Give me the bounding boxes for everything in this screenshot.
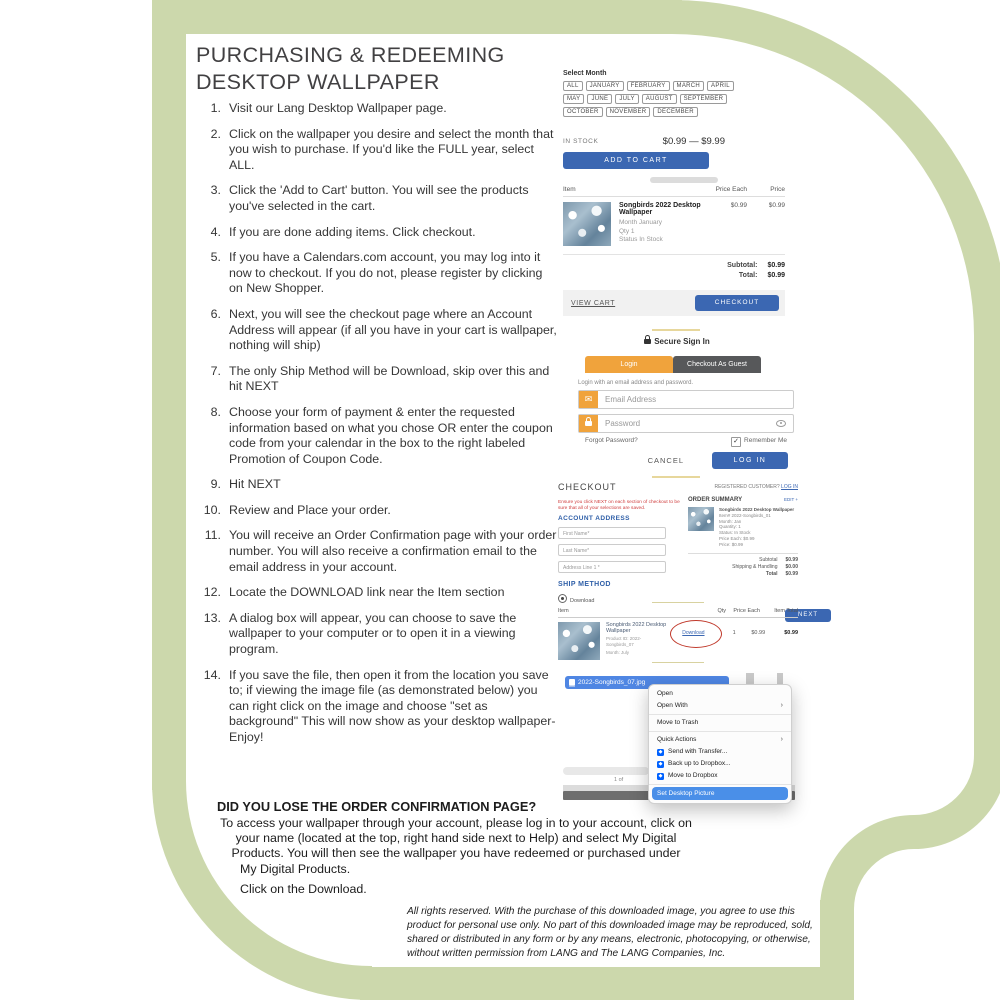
dropbox-icon: ◆ xyxy=(658,772,663,779)
step-text: If you have a Calendars.com account, you may log into it now to checkout. If you do not, please register by clicking on New Shopper. xyxy=(229,250,543,296)
step-1 xyxy=(197,101,559,117)
cart-totals xyxy=(563,255,785,281)
cart-action-bar xyxy=(563,290,785,316)
copyright-line-1: All rights reserved. With the purchase of this downloaded image, you agree to use this xyxy=(407,906,795,917)
cart-item-info xyxy=(619,202,701,246)
secure-sign-in-label: Secure Sign In xyxy=(654,337,710,346)
menu-item-move-to-trash[interactable] xyxy=(649,717,791,729)
window-decoration xyxy=(777,673,783,684)
lost-confirmation-heading: DID YOU LOSE THE ORDER CONFIRMATION PAGE? xyxy=(217,799,537,814)
green-border-bottom xyxy=(360,967,854,1000)
view-cart-link[interactable]: VIEW CART xyxy=(571,299,616,307)
lost-line-1: To access your wallpaper through your account, please log in to your account, click on xyxy=(220,816,692,830)
forgot-remember-row xyxy=(585,437,787,447)
month-button-january[interactable]: JANUARY xyxy=(586,81,624,91)
step-text: Click the 'Add to Cart' button. You will see the products you've selected in the cart. xyxy=(229,183,529,213)
order-item-row xyxy=(558,622,798,660)
summary-item-name: Songbirds 2022 Desktop Wallpaper xyxy=(719,507,795,512)
lost-line-3: Products. You will then see the wallpaper you have redeemed or purchased under xyxy=(231,846,681,861)
month-row-3 xyxy=(563,107,713,117)
dropbox-icon: ◆ xyxy=(658,748,663,755)
step-number: 8. xyxy=(210,404,221,419)
lock-glyph xyxy=(585,421,592,426)
summary-price: Price: $0.99 xyxy=(719,541,744,547)
cart-table xyxy=(563,186,785,281)
cart-row xyxy=(563,197,785,255)
cancel-login-row xyxy=(578,452,788,469)
order-summary-title: ORDER SUMMARY xyxy=(688,497,743,503)
show-password-eye-icon[interactable] xyxy=(776,420,786,427)
summary-item-number: Item# 2022-Songbirds_01 xyxy=(719,512,771,518)
step-text: Next, you will see the checkout page where an Account Address will appear (if all you have in your cart is wallpaper, nothing will ship) xyxy=(229,306,557,353)
step-number: 11. xyxy=(204,528,221,543)
step-text: Locate the DOWNLOAD link near the Item section xyxy=(229,585,505,600)
first-name-field[interactable]: First Name* xyxy=(558,527,666,539)
cart-item-month: Month January xyxy=(619,219,662,226)
step-text: You will receive an Order Confirmation page with your order number. You will also receive a confirmation email to the email address in your account. xyxy=(229,528,557,574)
cart-item-name: Songbirds 2022 Desktop Wallpaper xyxy=(619,202,701,216)
step-10 xyxy=(197,503,559,519)
password-placeholder: Password xyxy=(605,419,641,428)
instruction-steps xyxy=(197,101,559,756)
envelope-icon: ✉ xyxy=(579,391,598,408)
menu-item-label: Open xyxy=(657,690,673,697)
summary-subtotal-value: $0.99 xyxy=(785,556,798,563)
order-item-product-id: Product ID: 2022-Songbirds_07 xyxy=(606,636,642,647)
total-value: $0.99 xyxy=(767,272,785,279)
menu-item-label: Move to Trash xyxy=(657,719,699,726)
copyright-line-2: product for personal use only. No part of this downloaded image may be reproduced, sold, xyxy=(407,919,813,931)
cart-header xyxy=(563,186,785,197)
subtotal-label: Subtotal: xyxy=(727,262,758,269)
cart-item-status: Status In Stock xyxy=(619,236,663,243)
step-3 xyxy=(197,183,559,214)
step-number: 6. xyxy=(210,306,221,321)
order-item-total: $0.99 xyxy=(784,630,798,636)
edit-link[interactable]: EDIT + xyxy=(783,497,798,502)
submenu-arrow-icon: › xyxy=(780,736,783,743)
lock-icon xyxy=(579,415,598,432)
download-radio-label: Download xyxy=(570,598,595,604)
order-col-qty: Qty xyxy=(717,608,726,614)
dropbox-icon: ◆ xyxy=(658,760,663,767)
order-summary-details xyxy=(719,507,794,548)
month-button-february[interactable]: FEBRUARY xyxy=(627,81,670,91)
cart-col-item: Item xyxy=(563,186,576,193)
login-hint: Login with an email address and password. xyxy=(578,380,694,386)
address-line-field[interactable]: Address Line 1 * xyxy=(558,561,666,573)
step-number: 3. xyxy=(210,183,221,198)
step-number: 10. xyxy=(203,502,221,517)
green-border-top xyxy=(152,0,682,34)
remember-me[interactable] xyxy=(731,437,787,447)
step-text: Visit our Lang Desktop Wallpaper page. xyxy=(229,101,447,115)
month-selector xyxy=(563,70,730,120)
password-field[interactable] xyxy=(578,414,794,433)
window-scroll-track xyxy=(563,767,649,775)
cart-item-price-each: $0.99 xyxy=(730,202,747,209)
tab-checkout-as-guest[interactable]: Checkout As Guest xyxy=(673,356,761,373)
cart-total-labels xyxy=(727,261,757,281)
green-border-top-right-curve xyxy=(652,0,1000,340)
month-button-october[interactable]: OCTOBER xyxy=(563,107,603,117)
step-text: Hit NEXT xyxy=(229,477,281,492)
step-number: 12. xyxy=(203,585,221,600)
step-number: 14. xyxy=(203,667,221,682)
menu-item-quick-actions[interactable] xyxy=(649,734,791,746)
ship-method-heading: SHIP METHOD xyxy=(558,581,611,588)
step-text: Click on the wallpaper you desire and select the month that you wish to purchase. If you'd like the FULL year, select ALL. xyxy=(229,126,554,172)
month-button-march[interactable]: MARCH xyxy=(673,81,705,91)
lost-line-2: your name (located at the top, right hand side next to Help) and select My Digital xyxy=(235,831,677,846)
lost-confirmation-section xyxy=(195,799,717,896)
green-border-right xyxy=(974,330,1000,760)
lost-line-4: My Digital Products. xyxy=(240,861,351,876)
menu-item-open-with[interactable] xyxy=(649,700,791,712)
download-link[interactable]: Download xyxy=(682,630,705,636)
month-button-november[interactable]: NOVEMBER xyxy=(606,107,651,117)
order-col-item-total: Item Total xyxy=(774,608,798,614)
step-number: 1. xyxy=(210,101,221,115)
step-12 xyxy=(197,585,559,601)
step-2 xyxy=(197,127,559,174)
checkout-button[interactable]: CHECKOUT xyxy=(695,295,779,311)
page-indicator: 1 of xyxy=(614,777,624,783)
stock-price-row xyxy=(563,136,725,147)
cart-col-price-each: Price Each xyxy=(715,186,747,193)
step-5 xyxy=(197,250,559,297)
file-icon xyxy=(569,679,575,687)
cart-item-qty: Qty 1 xyxy=(619,227,635,235)
order-item-month: Month: July xyxy=(606,649,630,655)
context-menu xyxy=(648,684,792,804)
step-text: If you are done adding items. Click checkout. xyxy=(229,224,476,239)
menu-item-move-to-dropbox[interactable] xyxy=(649,770,791,782)
subtotal-value: $0.99 xyxy=(767,262,785,269)
order-item-price-each: $0.99 xyxy=(751,630,766,636)
green-border-right-curve-upper xyxy=(914,755,1000,849)
last-name-field[interactable]: Last Name* xyxy=(558,544,666,556)
divider-pill xyxy=(650,177,718,183)
step-number: 5. xyxy=(210,250,221,265)
order-item-name: Songbirds 2022 Desktop Wallpaper xyxy=(606,622,667,634)
order-summary-totals xyxy=(688,557,798,578)
summary-total-label: Total xyxy=(765,570,778,577)
section-divider xyxy=(652,329,700,331)
step-4 xyxy=(197,225,559,241)
menu-separator xyxy=(649,731,791,732)
menu-item-label: Open With xyxy=(657,702,688,709)
total-label: Total: xyxy=(738,272,758,279)
copyright-notice xyxy=(407,905,825,961)
submenu-arrow-icon: › xyxy=(780,702,783,709)
step-text: The only Ship Method will be Download, skip over this and hit NEXT xyxy=(229,363,550,394)
next-button[interactable]: NEXT xyxy=(785,609,831,622)
select-month-label: Select Month xyxy=(563,70,607,77)
section-divider xyxy=(652,602,704,603)
product-thumbnail xyxy=(563,202,611,246)
step-13 xyxy=(197,611,559,658)
menu-separator xyxy=(649,784,791,785)
secure-sign-in-heading xyxy=(563,337,791,346)
step-number: 13. xyxy=(203,610,221,625)
step-6 xyxy=(197,307,559,354)
email-field[interactable] xyxy=(578,390,794,409)
in-stock-label: IN STOCK xyxy=(563,138,599,145)
order-item-qty: 1 xyxy=(732,630,736,636)
summary-month: Month: Jan xyxy=(719,518,742,524)
remember-me-label: Remember Me xyxy=(744,437,787,444)
month-button-june[interactable]: JUNE xyxy=(587,94,612,104)
file-name: 2022-Songbirds_07.jpg xyxy=(578,679,646,686)
step-number: 4. xyxy=(210,224,221,239)
download-link-area xyxy=(668,622,716,660)
checkout-title: CHECKOUT xyxy=(558,482,617,492)
step-number: 9. xyxy=(210,477,221,492)
price-range: $0.99 — $9.99 xyxy=(662,136,725,147)
add-to-cart-button[interactable]: ADD TO CART xyxy=(563,152,709,169)
step-text: A dialog box will appear, you can choose to save the wallpaper to your computer or to open it in a viewing program. xyxy=(229,610,517,657)
page-title-line2: DESKTOP WALLPAPER xyxy=(196,70,440,94)
summary-price-each: Price Each: $0.99 xyxy=(719,535,755,541)
page-title xyxy=(196,42,505,96)
month-button-december[interactable]: DECEMBER xyxy=(653,107,697,117)
order-items-header xyxy=(558,608,798,618)
step-14 xyxy=(197,668,559,746)
checkout-log-in-link[interactable]: LOG IN xyxy=(781,484,798,490)
cart-total-values xyxy=(767,261,785,281)
step-text: Choose your form of payment & enter the requested information based on what you chose OR enter the coupon code from your calendar in the box to the right labeled Promotion of Coupon Code. xyxy=(229,404,553,466)
summary-subtotal-label: Subtotal xyxy=(759,556,778,563)
month-button-april[interactable]: APRIL xyxy=(707,81,734,91)
log-in-button[interactable]: LOG IN xyxy=(712,452,788,469)
month-button-july[interactable]: JULY xyxy=(615,94,638,104)
registered-customer xyxy=(714,484,798,490)
product-thumbnail xyxy=(558,622,600,660)
menu-item-label: Quick Actions xyxy=(657,736,697,743)
sign-in-tabs xyxy=(585,356,761,373)
tab-login[interactable]: Login xyxy=(585,356,673,373)
menu-item-back-up-to-dropbox[interactable] xyxy=(649,758,791,770)
summary-quantity: Quantity: 1 xyxy=(719,524,741,530)
order-col-item: Item xyxy=(558,608,569,614)
email-placeholder: Email Address xyxy=(605,395,657,404)
menu-item-open[interactable] xyxy=(649,688,791,700)
month-button-may[interactable]: MAY xyxy=(563,94,584,104)
summary-shipping-label: Shipping & Handling xyxy=(732,563,778,570)
summary-shipping-value: $0.00 xyxy=(785,563,798,570)
step-text: If you save the file, then open it from the location you save to; if viewing the image file (as demonstrated below) you can right click on the image and choose "set as background" This will now show as your desktop wallpaper- Enjoy! xyxy=(229,667,556,744)
month-button-september[interactable]: SEPTEMBER xyxy=(680,94,728,104)
menu-item-label: Send with Transfer... xyxy=(668,748,728,755)
step-text: Review and Place your order. xyxy=(229,502,391,517)
menu-item-label: Set Desktop Picture xyxy=(657,789,715,797)
registered-customer-label: REGISTERED CUSTOMER? xyxy=(714,484,780,490)
cart-item-price: $0.99 xyxy=(768,202,785,209)
step-8 xyxy=(197,405,559,467)
copyright-line-4: without written permission from LANG and The LANG Companies, Inc. xyxy=(407,947,726,959)
menu-item-send-with-transfer[interactable] xyxy=(649,746,791,758)
month-row-1 xyxy=(563,81,730,91)
account-address-heading: ACCOUNT ADDRESS xyxy=(558,515,630,522)
green-border-left xyxy=(152,0,186,790)
order-summary-header xyxy=(688,497,798,503)
product-thumbnail xyxy=(688,507,714,531)
step-7 xyxy=(197,364,559,395)
cart-col-price: Price xyxy=(770,186,785,193)
cancel-button[interactable]: CANCEL xyxy=(647,456,684,465)
step-11 xyxy=(197,528,559,575)
window-decoration xyxy=(746,673,754,684)
menu-separator xyxy=(649,714,791,715)
green-border-right-curve-lower xyxy=(820,815,914,909)
month-row-2 xyxy=(563,94,724,104)
month-button-all[interactable]: ALL xyxy=(563,81,583,91)
summary-total-value: $0.99 xyxy=(785,570,798,577)
step-number: 7. xyxy=(210,363,221,378)
copyright-line-3: shared or distributed in any form or by any means, electronic, photocopying, or otherwise, xyxy=(407,933,811,945)
menu-item-label: Back up to Dropbox... xyxy=(668,760,731,767)
order-item-info xyxy=(606,622,668,660)
page-title-line1: PURCHASING & REDEEMING xyxy=(196,43,505,67)
summary-status: Status: In Stock xyxy=(719,530,751,536)
click-download-note: Click on the Download. xyxy=(240,881,367,896)
step-9 xyxy=(197,477,559,493)
remember-me-checkbox[interactable]: ✓ xyxy=(731,437,741,447)
step-number: 2. xyxy=(210,126,221,141)
checkout-warning: Ensure you click NEXT on each section of checkout to be sure that all of your selections are saved. xyxy=(558,500,680,511)
menu-item-label: Move to Dropbox xyxy=(668,772,718,779)
lock-icon xyxy=(644,339,651,344)
section-divider xyxy=(652,662,704,663)
forgot-password-link[interactable]: Forgot Password? xyxy=(585,437,638,444)
order-col-price-each: Price Each xyxy=(733,608,760,614)
month-button-august[interactable]: AUGUST xyxy=(642,94,677,104)
order-summary-item xyxy=(688,507,798,554)
order-items-section xyxy=(558,602,798,660)
